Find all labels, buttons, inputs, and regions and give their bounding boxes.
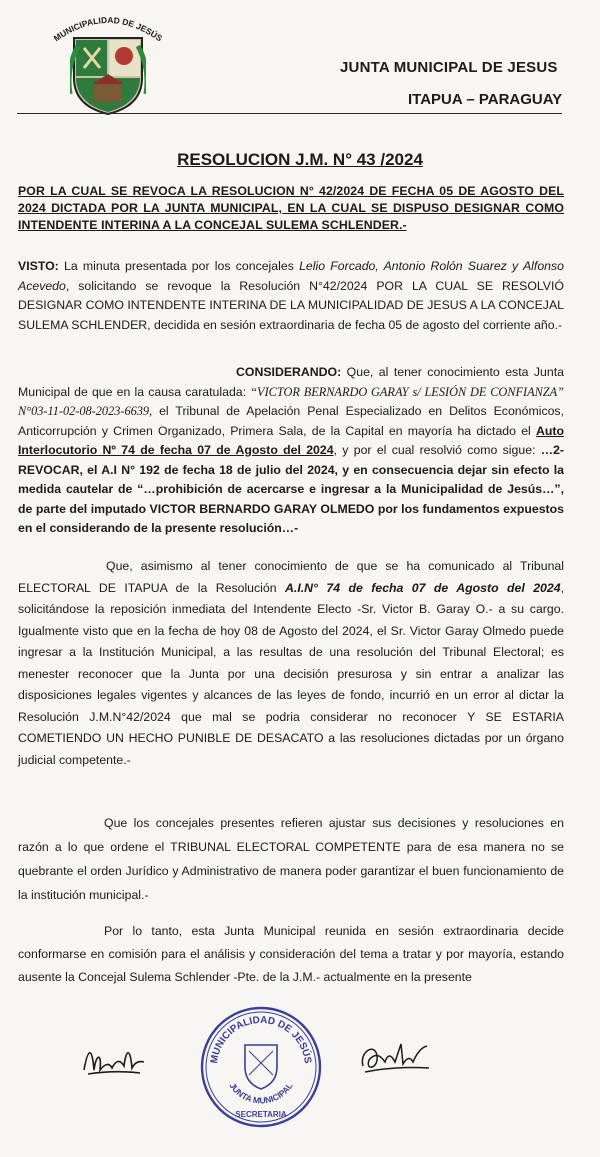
signature-left — [78, 1040, 148, 1080]
resolution-subject: POR LA CUAL SE REVOCA LA RESOLUCION N° 42/2024 DE FECHA 05 DE AGOSTO DEL 2024 DICTADA POR LA JUNTA MUNICIPAL, EN LA CUAL SE DISPUSO DESIGNAR COMO INTENDENTE INTERINA A LA CONCEJAL SULEMA SCHLENDER.- — [18, 184, 564, 232]
concejales-text: Que los concejales presentes refieren ajustar sus decisiones y resoluciones en razón a lo que ordene el TRIBUNAL ELECTORAL COMPETENTE para de esa manera no se quebrante el orden Jurídico y Administrativo de manera poder garantizar el buen funcionamiento de la institución municipal.- — [18, 816, 564, 902]
header-divider — [17, 113, 562, 114]
visto-text-1: La minuta presentada por los concejales — [58, 259, 300, 273]
svg-text:JUNTA MUNICIPAL — [227, 1081, 294, 1106]
seal-sub-text: SECRETARIA — [235, 1110, 287, 1119]
resolution-title: RESOLUCION J.M. N° 43 /2024 — [177, 150, 423, 169]
municipality-logo — [48, 8, 168, 118]
signature-right — [355, 1032, 435, 1080]
considerando-text-3: , y por el cual resolvió como sigue: — [333, 443, 541, 457]
asimismo-text-1: Que, asimismo al tener conocimiento de que se ha comunicado al Tribunal ELECTORAL DE ITAPUA de la Resolución — [18, 559, 564, 595]
visto-paragraph — [18, 257, 564, 335]
considerando-paragraph — [18, 363, 564, 539]
considerando-text-2: el Tribunal de Apelación Penal Especializado en Delitos Económicos, Anticorrupción y Crimen Organizado, Primera Sala, de la Capital en mayoría ha dictado el — [18, 404, 564, 438]
asimismo-paragraph — [18, 556, 564, 771]
logo-text: MUNICIPALIDAD DE JESÚS — [51, 14, 165, 44]
por-tanto-paragraph — [18, 920, 564, 989]
visto-text-2: , solicitando se revoque la Resolución N°42/2024 POR LA CUAL SE RESOLVIÓ DESIGNAR COMO INTENDENTE INTERINA DE LA MUNICIPALIDAD DE JESUS A LA CONCEJAL SULEMA SCHLENDER, decidida en sesión extraordinaria de fecha 05 de agosto del corriente año.- — [18, 278, 564, 332]
visto-names: Lelio Forcado, Antonio Rolón Suarez y Alfonso Acevedo — [18, 259, 564, 293]
por-tanto-text: Por lo tanto, esta Junta Municipal reunida en sesión extraordinaria decide conformarse en comisión para el análisis y consideración del tema a tratar y por mayoría, estando ausente la Concejal Sulema Schlender -Pte. de la J.M.- actualmente en la presente — [18, 924, 564, 984]
shield-icon — [70, 34, 146, 116]
considerando-label: CONSIDERANDO: — [236, 365, 342, 379]
visto-label: VISTO: — [18, 259, 59, 273]
considerando-text-1: Que, al tener conocimiento esta Junta Municipal de que en la causa caratulada: — [18, 365, 564, 399]
org-name: JUNTA MUNICIPAL DE JESUS — [340, 59, 558, 76]
concejales-paragraph — [18, 811, 564, 907]
seal-outer-text: MUNICIPALIDAD DE JESÚS — [209, 1014, 313, 1065]
municipal-seal — [199, 1005, 323, 1129]
seal-bottom-text: JUNTA MUNICIPAL — [227, 1080, 295, 1106]
court-quote: …2- REVOCAR, el A.I N° 192 de fecha 18 de julio del 2024, y en consecuencia dejar sin efecto la medida cautelar de “…prohibición de acercarse e ingresar a la Municipalidad de Jesús…”, de parte del imputado VICTOR BERNARDO GARAY OLMEDO por los fundamentos expuestos en el considerando de la presente resolución…- — [18, 443, 564, 535]
auto-interlocutorio: Auto Interlocutorio Nº 74 de fecha 07 de Agosto del 2024 — [18, 423, 564, 457]
asimismo-text-2: , solicitándose la reposición inmediata del Intendente Electo -Sr. Victor B. Garay O.- a su cargo. Igualmente visto que en la fecha de hoy 08 de Agosto del 2024, el Sr. Victor Garay Olmedo puede ingresar a la Institución Municipal, a las resultas de una resolución del Tribunal Electoral; es menester reconocer que la Junta por una decisión presurosa y sin entrar a analizar las disposiciones legales vigentes y alcances de las leyes de fondo, incurrió en un error al dictar la Resolución J.M.N°42/2024 que mal se podria considerar no reconocer Y SE ESTARIA COMETIENDO UN HECHO PUNIBLE DE DESACATO a las resoluciones dictadas por un órgano judicial competente.- — [18, 580, 564, 767]
org-location: ITAPUA – PARAGUAY — [408, 91, 563, 108]
case-caption: “VICTOR BERNARDO GARAY s/ LESIÓN DE CONFIANZA” N°03-11-02-08-2023-6639, — [18, 384, 564, 418]
ai-reference: A.I.N° 74 de fecha 07 de Agosto del 2024 — [285, 580, 561, 595]
